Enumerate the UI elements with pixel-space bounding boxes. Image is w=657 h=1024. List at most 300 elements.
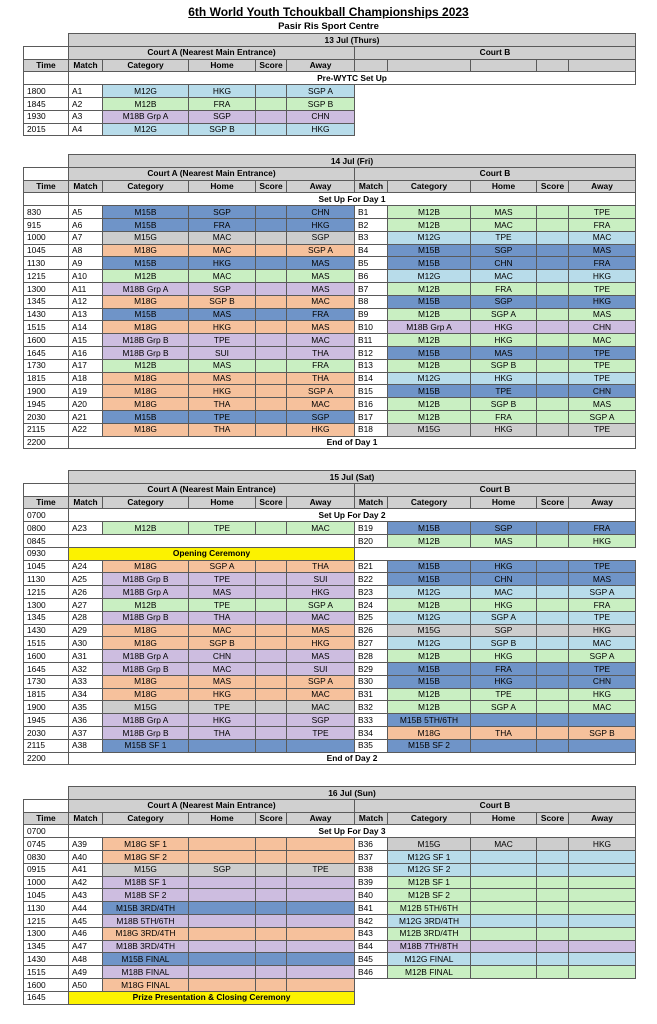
score-cell (255, 110, 287, 124)
score-cell (536, 598, 569, 612)
away-header: Away (568, 180, 636, 194)
home-cell: SGP B (470, 397, 537, 411)
time-cell: 0745 (23, 837, 69, 851)
blank-cell (23, 799, 69, 813)
home-cell: HKG (188, 84, 256, 98)
score-cell (255, 256, 287, 270)
score-header: Score (536, 812, 569, 826)
away-cell: HKG (568, 534, 636, 548)
home-cell: SGP A (470, 611, 537, 625)
time-cell: 1515 (23, 636, 69, 650)
category-cell: M15B (102, 218, 189, 232)
home-cell: HKG (188, 688, 256, 702)
home-cell: THA (188, 397, 256, 411)
home-cell: SUI (188, 346, 256, 360)
match-cell: B27 (354, 636, 388, 650)
home-cell: SGP (188, 863, 256, 877)
away-cell (568, 888, 636, 902)
score-cell (255, 940, 287, 954)
match-header: Match (354, 180, 388, 194)
match-cell: A19 (68, 384, 103, 398)
category-cell: M18B Grp B (102, 662, 189, 676)
away-cell: HKG (286, 123, 355, 137)
category-cell: M15B FINAL (102, 952, 189, 966)
away-cell: MAC (286, 688, 355, 702)
score-cell (255, 636, 287, 650)
match-cell: B31 (354, 688, 388, 702)
time-cell: 1215 (23, 269, 69, 283)
match-cell: B40 (354, 888, 388, 902)
score-cell (255, 611, 287, 625)
score-cell (536, 384, 569, 398)
match-cell: B11 (354, 333, 388, 347)
match-cell: A15 (68, 333, 103, 347)
match-cell: A7 (68, 231, 103, 245)
away-cell: SGP A (286, 244, 355, 258)
home-cell: HKG (470, 372, 537, 386)
time-cell: 2200 (23, 752, 69, 766)
time-cell: 0930 (23, 547, 69, 561)
match-cell: B21 (354, 560, 388, 574)
home-cell: TPE (188, 521, 256, 535)
home-header: Home (470, 496, 537, 510)
category-cell: M12B FINAL (387, 965, 471, 979)
home-cell (470, 901, 537, 915)
score-cell (255, 372, 287, 386)
category-cell: M18B Grp A (102, 649, 189, 663)
match-cell: B6 (354, 269, 388, 283)
away-cell: FRA (568, 218, 636, 232)
time-cell: 1345 (23, 611, 69, 625)
away-cell: TPE (568, 662, 636, 676)
banner-row: Set Up For Day 2 (68, 508, 636, 522)
match-cell: A18 (68, 372, 103, 386)
banner-row: Pre-WYTC Set Up (68, 71, 636, 85)
category-cell: M12G (387, 231, 471, 245)
away-cell: THA (286, 372, 355, 386)
away-cell: SGP A (286, 84, 355, 98)
category-cell: M12B (387, 410, 471, 424)
away-cell: MAS (286, 649, 355, 663)
home-cell: SGP B (188, 636, 256, 650)
home-cell: TPE (188, 410, 256, 424)
score-cell (536, 282, 569, 296)
home-cell: FRA (188, 218, 256, 232)
category-cell: M18B Grp A (102, 713, 189, 727)
banner-row: End of Day 1 (68, 436, 636, 450)
match-cell: B30 (354, 675, 388, 689)
score-cell (255, 888, 287, 902)
home-header: Home (188, 812, 256, 826)
score-cell (255, 244, 287, 258)
category-cell: M18G FINAL (102, 978, 189, 992)
category-cell: M12B 3RD/4TH (387, 927, 471, 941)
match-cell: A28 (68, 611, 103, 625)
home-cell: MAS (188, 359, 256, 373)
score-cell (255, 397, 287, 411)
category-cell: M15G (102, 231, 189, 245)
away-cell (568, 739, 636, 753)
category-cell: M15G (387, 837, 471, 851)
time-cell: 1300 (23, 598, 69, 612)
match-cell: A1 (68, 84, 103, 98)
match-cell: B36 (354, 837, 388, 851)
score-cell (255, 624, 287, 638)
home-cell: SGP A (470, 308, 537, 322)
blank-cell (23, 192, 69, 206)
away-cell: SGP B (568, 726, 636, 740)
category-cell: M18G (102, 560, 189, 574)
away-cell: MAC (286, 700, 355, 714)
time-cell: 1215 (23, 914, 69, 928)
score-cell (255, 320, 287, 334)
away-cell: TPE (568, 560, 636, 574)
score-cell (255, 123, 287, 137)
away-cell: MAS (286, 256, 355, 270)
time-cell: 1800 (23, 84, 69, 98)
match-cell: A33 (68, 675, 103, 689)
away-cell: SGP A (286, 675, 355, 689)
away-cell: THA (286, 346, 355, 360)
match-cell: A47 (68, 940, 103, 954)
time-cell: 915 (23, 218, 69, 232)
score-cell (536, 320, 569, 334)
category-cell: M12B (102, 269, 189, 283)
category-cell: M12B (387, 333, 471, 347)
category-cell: M15G (387, 423, 471, 437)
court-a-header: Court A (Nearest Main Entrance) (68, 167, 355, 181)
away-header: Away (286, 812, 355, 826)
score-cell (536, 534, 569, 548)
score-cell (255, 914, 287, 928)
away-cell: CHN (286, 110, 355, 124)
score-cell (536, 256, 569, 270)
match-cell: B28 (354, 649, 388, 663)
match-cell: B19 (354, 521, 388, 535)
away-cell (286, 978, 355, 992)
match-cell: A23 (68, 521, 103, 535)
score-cell (255, 850, 287, 864)
away-cell: MAC (286, 611, 355, 625)
category-cell: M12G (102, 123, 189, 137)
home-cell: TPE (470, 231, 537, 245)
away-header: Away (568, 812, 636, 826)
home-cell: HKG (470, 560, 537, 574)
match-cell: A26 (68, 585, 103, 599)
away-header: Away (568, 496, 636, 510)
match-header: Match (68, 812, 103, 826)
category-cell: M15B (102, 205, 189, 219)
match-cell: B34 (354, 726, 388, 740)
match-cell: B39 (354, 876, 388, 890)
blank-header (387, 59, 471, 73)
away-cell: FRA (568, 521, 636, 535)
away-cell: MAS (568, 244, 636, 258)
score-cell (255, 84, 287, 98)
court-b-header: Court B (354, 799, 636, 813)
score-cell (536, 308, 569, 322)
score-cell (536, 423, 569, 437)
time-cell: 1345 (23, 295, 69, 309)
away-cell (286, 914, 355, 928)
away-cell: HKG (286, 636, 355, 650)
category-cell: M12B (102, 598, 189, 612)
time-cell: 1430 (23, 624, 69, 638)
home-cell (188, 952, 256, 966)
score-cell (255, 308, 287, 322)
score-cell (255, 218, 287, 232)
away-cell (568, 876, 636, 890)
home-cell: TPE (188, 572, 256, 586)
score-cell (536, 372, 569, 386)
match-cell: B1 (354, 205, 388, 219)
time-cell: 2115 (23, 739, 69, 753)
time-cell: 0830 (23, 850, 69, 864)
away-cell: SGP A (286, 384, 355, 398)
category-cell: M18B Grp B (102, 346, 189, 360)
away-cell: SGP A (568, 410, 636, 424)
match-cell: B46 (354, 965, 388, 979)
away-cell: MAS (568, 572, 636, 586)
home-cell (470, 965, 537, 979)
away-cell (286, 850, 355, 864)
time-cell: 1845 (23, 97, 69, 111)
score-cell (536, 863, 569, 877)
category-cell: M18G (102, 295, 189, 309)
match-cell: A36 (68, 713, 103, 727)
match-cell: B18 (354, 423, 388, 437)
category-cell: M12B (387, 218, 471, 232)
away-cell (286, 876, 355, 890)
home-cell: SGP A (470, 700, 537, 714)
match-cell: A35 (68, 700, 103, 714)
match-header: Match (68, 59, 103, 73)
time-cell: 2030 (23, 726, 69, 740)
match-cell: B26 (354, 624, 388, 638)
court-a-header: Court A (Nearest Main Entrance) (68, 46, 355, 60)
score-cell (255, 713, 287, 727)
category-cell: M18G (102, 397, 189, 411)
match-cell: B45 (354, 952, 388, 966)
page-title: 6th World Youth Tchoukball Championships 2023 (188, 5, 469, 19)
home-cell (470, 713, 537, 727)
score-cell (536, 688, 569, 702)
match-header: Match (354, 496, 388, 510)
away-header: Away (286, 496, 355, 510)
away-cell: FRA (286, 359, 355, 373)
away-cell: MAS (568, 308, 636, 322)
time-cell: 1345 (23, 940, 69, 954)
score-header: Score (255, 496, 287, 510)
score-header: Score (536, 496, 569, 510)
match-cell: A14 (68, 320, 103, 334)
home-cell: MAS (470, 205, 537, 219)
time-cell: 2015 (23, 123, 69, 137)
home-cell: FRA (470, 410, 537, 424)
category-cell: M18B SF 2 (102, 888, 189, 902)
time-cell: 2200 (23, 436, 69, 450)
category-cell: M12B (387, 308, 471, 322)
time-cell: 1045 (23, 888, 69, 902)
score-cell (536, 572, 569, 586)
category-cell: M15B (387, 560, 471, 574)
match-cell: B12 (354, 346, 388, 360)
court-b-header: Court B (354, 167, 636, 181)
blank-header (568, 59, 636, 73)
match-cell: A41 (68, 863, 103, 877)
score-cell (255, 739, 287, 753)
score-cell (255, 269, 287, 283)
away-cell: HKG (286, 423, 355, 437)
score-cell (536, 662, 569, 676)
match-cell: A50 (68, 978, 103, 992)
category-cell: M18B 5TH/6TH (102, 914, 189, 928)
home-cell (188, 965, 256, 979)
match-cell: A13 (68, 308, 103, 322)
away-cell: FRA (568, 598, 636, 612)
time-cell: 2030 (23, 410, 69, 424)
score-cell (255, 700, 287, 714)
home-cell (188, 978, 256, 992)
score-cell (255, 231, 287, 245)
home-cell (470, 863, 537, 877)
category-cell: M12B SF 2 (387, 888, 471, 902)
home-cell: SGP (188, 110, 256, 124)
category-cell: M12G (387, 585, 471, 599)
match-cell: B35 (354, 739, 388, 753)
home-cell: HKG (470, 598, 537, 612)
category-cell: M18G (102, 675, 189, 689)
category-cell: M18B Grp A (102, 110, 189, 124)
match-cell: A43 (68, 888, 103, 902)
time-cell: 0700 (23, 824, 69, 838)
away-cell: CHN (568, 675, 636, 689)
score-cell (255, 410, 287, 424)
home-cell: SGP (470, 244, 537, 258)
time-cell: 1600 (23, 333, 69, 347)
time-cell: 1945 (23, 713, 69, 727)
away-cell: HKG (568, 624, 636, 638)
match-cell: A9 (68, 256, 103, 270)
away-cell: SGP (286, 713, 355, 727)
away-cell: HKG (286, 218, 355, 232)
away-cell: SUI (286, 662, 355, 676)
home-cell: THA (188, 423, 256, 437)
match-cell: A32 (68, 662, 103, 676)
home-cell: MAC (188, 662, 256, 676)
score-cell (536, 952, 569, 966)
home-cell: HKG (470, 333, 537, 347)
away-cell: MAC (286, 521, 355, 535)
match-cell: B44 (354, 940, 388, 954)
home-cell (188, 739, 256, 753)
blank-header (470, 59, 537, 73)
match-cell: A27 (68, 598, 103, 612)
home-cell: HKG (188, 320, 256, 334)
home-header: Home (470, 812, 537, 826)
home-cell (188, 927, 256, 941)
away-cell: MAC (568, 231, 636, 245)
score-cell (255, 675, 287, 689)
category-cell: M18B Grp A (102, 282, 189, 296)
category-cell: M12B SF 1 (387, 876, 471, 890)
category-cell: M12B (387, 359, 471, 373)
away-cell: SGP (286, 231, 355, 245)
time-cell: 1430 (23, 952, 69, 966)
score-cell (255, 598, 287, 612)
category-cell: M18B Grp B (102, 572, 189, 586)
match-cell: B32 (354, 700, 388, 714)
venue-subtitle: Pasir Ris Sport Centre (278, 21, 379, 32)
home-cell: HKG (188, 713, 256, 727)
score-cell (536, 876, 569, 890)
category-cell: M18G (102, 636, 189, 650)
home-cell: TPE (470, 688, 537, 702)
score-cell (536, 726, 569, 740)
home-cell: FRA (188, 97, 256, 111)
category-cell: M12B (387, 205, 471, 219)
home-cell (470, 914, 537, 928)
away-cell: MAC (568, 333, 636, 347)
away-cell (286, 901, 355, 915)
category-cell: M15G (387, 624, 471, 638)
category-cell: M18B Grp B (102, 611, 189, 625)
away-cell: TPE (568, 282, 636, 296)
home-cell (470, 850, 537, 864)
away-cell: FRA (286, 308, 355, 322)
category-cell: M15B SF 2 (387, 739, 471, 753)
away-cell: FRA (568, 256, 636, 270)
away-cell: TPE (568, 205, 636, 219)
match-cell: A40 (68, 850, 103, 864)
away-cell (568, 914, 636, 928)
match-cell: B10 (354, 320, 388, 334)
category-cell: M12G SF 1 (387, 850, 471, 864)
court-b-header: Court B (354, 483, 636, 497)
home-cell: SGP B (188, 123, 256, 137)
category-cell: M18G (102, 384, 189, 398)
match-cell: B4 (354, 244, 388, 258)
match-cell: A12 (68, 295, 103, 309)
away-cell (568, 965, 636, 979)
banner-row: Set Up For Day 3 (68, 824, 636, 838)
home-cell: MAS (470, 534, 537, 548)
category-cell: M12G 3RD/4TH (387, 914, 471, 928)
category-cell: M18G SF 1 (102, 837, 189, 851)
time-cell: 0845 (23, 534, 69, 548)
category-cell: M12B (102, 359, 189, 373)
time-cell: 1600 (23, 649, 69, 663)
category-cell: M12B (387, 598, 471, 612)
category-cell: M12G (102, 84, 189, 98)
score-cell (255, 521, 287, 535)
score-cell (536, 346, 569, 360)
time-cell: 1045 (23, 560, 69, 574)
away-cell (286, 888, 355, 902)
time-header: Time (23, 180, 69, 194)
date-header: 14 Jul (Fri) (68, 154, 636, 168)
time-cell: 1300 (23, 927, 69, 941)
time-cell: 1730 (23, 675, 69, 689)
time-cell: 1600 (23, 978, 69, 992)
home-cell: SGP (470, 295, 537, 309)
away-cell (286, 739, 355, 753)
score-cell (536, 269, 569, 283)
score-cell (255, 952, 287, 966)
match-cell: B25 (354, 611, 388, 625)
home-cell: SGP (470, 521, 537, 535)
away-cell: HKG (568, 295, 636, 309)
